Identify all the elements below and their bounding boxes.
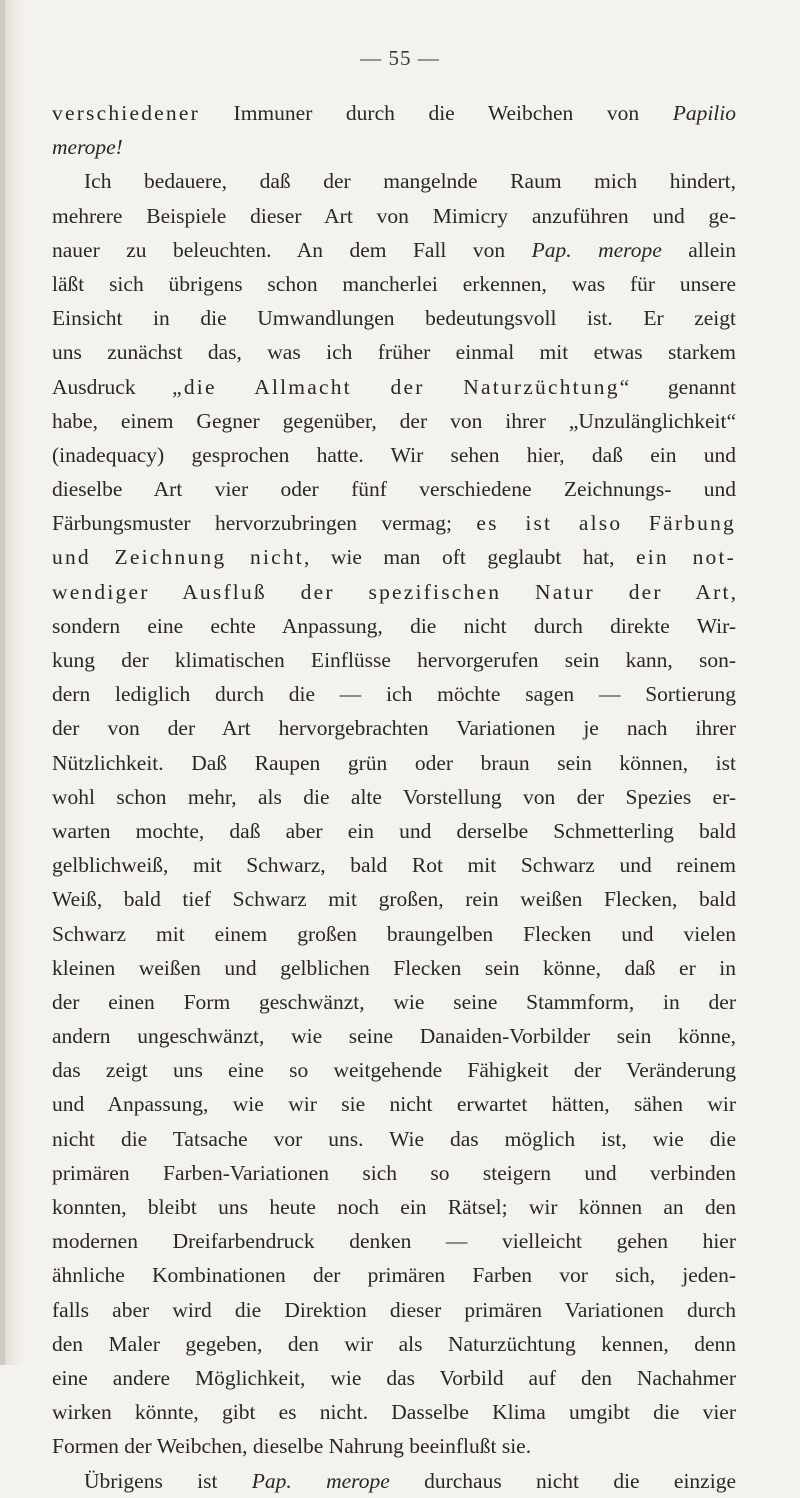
text-run: läßt sich übrigens schon mancherlei erkennen, was für unsere	[52, 271, 736, 296]
text-run: den Maler gegeben, den wir als Naturzüchtung kennen, denn	[52, 1331, 736, 1356]
spaced-text: wendiger Ausfluß der spezifischen Natur der Art	[52, 579, 731, 604]
text-run: Übrigens ist	[84, 1468, 252, 1493]
text-run: kleinen weißen und gelblichen Flecken sein könne, daß er in	[52, 955, 736, 980]
text-line	[52, 370, 736, 404]
text-run: allein	[661, 237, 736, 262]
text-line	[52, 917, 736, 951]
body-text	[52, 96, 736, 1498]
text-line	[52, 1087, 736, 1121]
text-run: modernen Dreifarbendruck denken — vielleicht gehen hier	[52, 1229, 736, 1254]
text-line	[52, 985, 736, 1019]
text-line	[52, 643, 736, 677]
spaced-text: „die Allmacht der Naturzüchtung“	[172, 374, 632, 399]
text-run: sondern eine echte Anpassung, die nicht durch direkte Wir-	[52, 613, 736, 638]
text-run: der einen Form geschwänzt, wie seine Stammform, in der	[52, 989, 736, 1014]
text-line	[52, 472, 736, 506]
text-line	[52, 438, 736, 472]
text-run: ,	[730, 579, 736, 604]
page-edge	[0, 0, 5, 1365]
text-line	[52, 540, 736, 574]
text-run: Schwarz mit einem großen braungelben Flecken und vielen	[52, 921, 736, 946]
text-run: genannt	[631, 374, 736, 399]
text-run: gelblichweiß, mit Schwarz, bald Rot mit Schwarz und reinem	[52, 853, 736, 878]
text-run: kung der klimatischen Einflüsse hervorgerufen sein kann, son-	[52, 648, 736, 672]
text-run: wohl schon mehr, als die alte Vorstellung von der Spezies er-	[52, 784, 736, 809]
text-run: Immuner durch die Weibchen von	[199, 101, 673, 125]
text-line	[52, 506, 736, 540]
text-run: der von der Art hervorgebrachten Variationen je nach ihrer	[52, 716, 736, 741]
text-run: warten mochte, daß aber ein und derselbe Schmetterling bald	[52, 818, 736, 843]
text-line	[52, 1122, 736, 1156]
page-number: — 55 —	[360, 46, 440, 70]
text-line	[52, 711, 736, 745]
text-line	[52, 575, 736, 609]
text-run: primären Farben-Variationen sich so steigern und verbinden	[52, 1160, 736, 1185]
text-run: durchaus nicht die einzige	[389, 1468, 736, 1493]
text-line	[52, 1190, 736, 1224]
text-run: Nützlichkeit. Daß Raupen grün oder braun sein können, ist	[52, 750, 736, 775]
text-run: habe, einem Gegner gegenüber, der von ihrer „Unzulänglichkeit“	[52, 408, 736, 433]
spaced-text: und Zeichnung nicht	[52, 545, 304, 570]
text-run: Ausdruck	[52, 374, 173, 399]
text-run: eine andere Möglichkeit, wie das Vorbild auf den Nachahmer	[52, 1365, 736, 1390]
text-run: falls aber wird die Direktion dieser primären Variationen durch	[52, 1297, 736, 1322]
text-line	[52, 1019, 736, 1053]
text-line	[52, 1361, 736, 1395]
text-run: nicht die Tatsache vor uns. Wie das möglich ist, wie die	[52, 1126, 736, 1151]
text-line	[52, 848, 736, 882]
text-run: das zeigt uns eine so weitgehende Fähigkeit der Veränderung	[52, 1058, 736, 1083]
text-run: dern lediglich durch die — ich möchte sagen — Sortierung	[52, 682, 736, 707]
text-line	[52, 267, 736, 301]
text-line	[52, 1156, 736, 1190]
text-run: dieselbe Art vier oder fünf verschiedene Zeichnungs- und	[52, 477, 736, 502]
text-line	[52, 199, 736, 233]
text-line	[52, 882, 736, 916]
text-line	[52, 609, 736, 643]
italic-text: Pap. merope	[251, 1468, 390, 1493]
text-run: wirken könnte, gibt es nicht. Dasselbe Klima umgibt die vier	[52, 1400, 736, 1425]
italic-text: Papilio	[672, 101, 736, 125]
text-line	[52, 814, 736, 848]
text-line	[52, 164, 736, 198]
text-line	[52, 1464, 736, 1498]
italic-text: merope!	[52, 135, 123, 160]
spaced-text: ein not-	[636, 545, 737, 570]
text-line	[52, 335, 736, 369]
text-run: und Anpassung, wie wir sie nicht erwartet hätten, sähen wir	[52, 1092, 736, 1117]
text-line	[52, 404, 736, 438]
text-line	[52, 1053, 736, 1087]
text-run: Einsicht in die Umwandlungen bedeutungsvoll ist. Er zeigt	[52, 306, 736, 331]
text-run: Färbungsmuster hervorzubringen vermag;	[52, 511, 477, 536]
text-line	[52, 746, 736, 780]
spaced-text: verschiedener	[52, 101, 200, 125]
text-run: (inadequacy) gesprochen hatte. Wir sehen hier, daß ein und	[52, 442, 736, 467]
text-line	[52, 96, 736, 130]
text-run: uns zunächst das, was ich früher einmal mit etwas starkem	[52, 340, 736, 365]
text-run: konnten, bleibt uns heute noch ein Rätsel; wir können an den	[52, 1195, 736, 1219]
text-line	[52, 1395, 736, 1429]
italic-text: Pap. merope	[531, 237, 662, 262]
text-line	[52, 677, 736, 711]
text-run: Formen der Weibchen, dieselbe Nahrung beeinflußt sie.	[52, 1434, 532, 1459]
text-run: Ich bedauere, daß der mangelnde Raum mich hindert,	[84, 169, 736, 194]
text-line	[52, 1429, 736, 1463]
text-run: nauer zu beleuchten. An dem Fall von	[52, 237, 532, 262]
text-line	[52, 1293, 736, 1327]
text-line	[52, 1258, 736, 1292]
text-line	[52, 1224, 736, 1258]
text-line	[52, 780, 736, 814]
text-run: mehrere Beispiele dieser Art von Mimicry anzuführen und ge-	[52, 203, 736, 228]
text-line	[52, 301, 736, 335]
spaced-text: es ist also Färbung	[476, 511, 736, 536]
text-run: Weiß, bald tief Schwarz mit großen, rein weißen Flecken, bald	[52, 887, 736, 912]
text-line	[52, 951, 736, 985]
text-run: , wie man oft geglaubt hat,	[304, 545, 637, 570]
text-line	[52, 233, 736, 267]
text-line	[52, 1327, 736, 1361]
text-run: andern ungeschwänzt, wie seine Danaiden-Vorbilder sein könne,	[52, 1024, 736, 1049]
text-line	[52, 130, 736, 164]
text-run: ähnliche Kombinationen der primären Farben vor sich, jeden-	[52, 1263, 736, 1288]
